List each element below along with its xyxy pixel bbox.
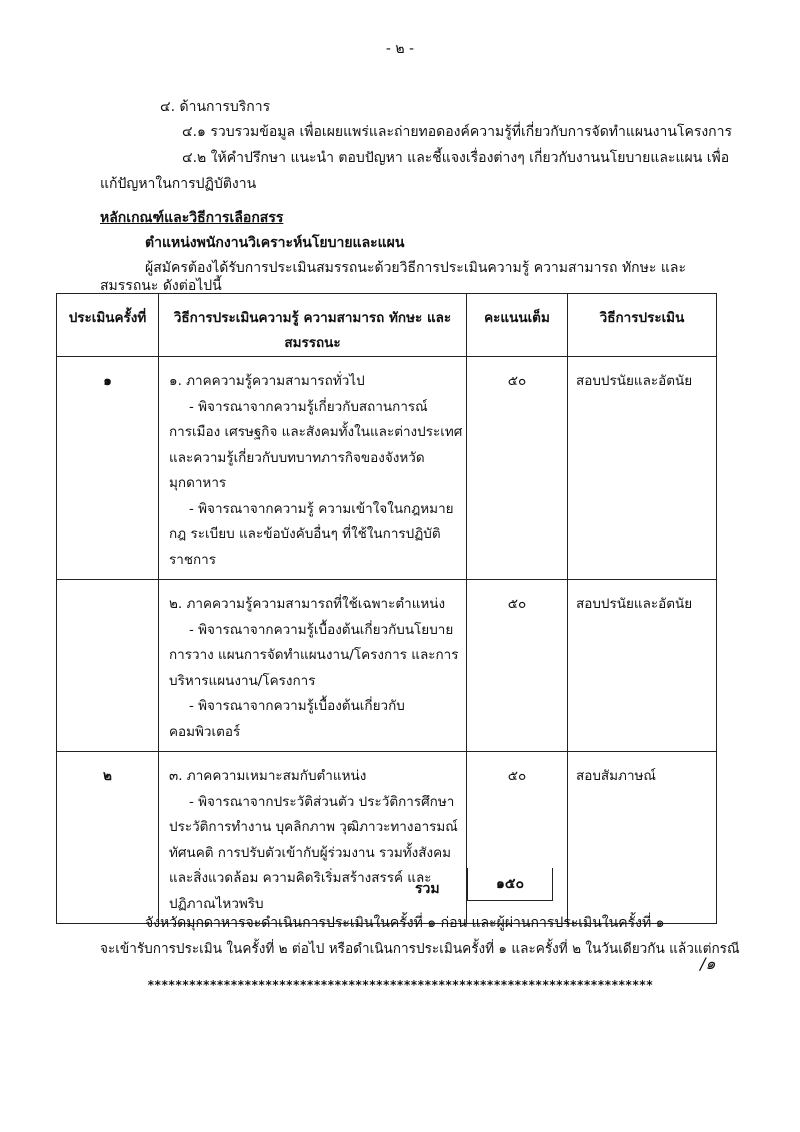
header-approach: วิธีการประเมิน [568,294,717,357]
row2-score: ๕๐ [467,580,568,752]
row1-line: - พิจารณาจากความรู้เกี่ยวกับสถานการณ์ [189,398,428,415]
row2-line: - พิจารณาจากความรู้เบื้องต้นเกี่ยวกับ [189,698,405,714]
row2-title: ๒. ภาคความรู้ความสามารถที่ใช้เฉพาะตำแหน่ง [169,596,446,612]
row2-approach: สอบปรนัยและอัตนัย [568,580,717,752]
row1-line: มุกดาหาร [169,475,227,491]
row3-score: ๕๐ [467,752,568,924]
closing-line2: จะเข้ารับการประเมิน ในครั้งที่ ๒ ต่อไป หรือดำเนินการประเมินครั้งที่ ๑ และครั้งที่ ๒ ในวันเดียวกัน แล้วแต่กรณี [100,941,740,957]
row2-line: บริหารแผนงาน/โครงการ [169,672,316,689]
criteria-intro-line2: สมรรถนะ ดังต่อไปนี้ [100,278,222,294]
row3-line: และสิ่งแวดล้อม ความคิดริเริ่มสร้างสรรค์ และ [169,870,432,886]
row1-line: การเมือง เศรษฐกิจ และสังคมทั้งในและต่างประเทศ [169,424,463,440]
row2-line: - พิจารณาจากความรู้เบื้องต้นเกี่ยวกับนโยบาย [189,621,454,638]
row1-line: กฎ ระเบียบ และข้อบังคับอื่นๆ ที่ใช้ในการปฏิบัติ [169,526,441,542]
table-row [57,752,717,924]
row2-round [57,580,159,752]
page-number: - ๒ - [385,41,415,57]
position-title: ตำแหน่งพนักงานวิเคราะห์นโยบายและแผน [145,235,405,251]
row3-round: ๒ [57,752,159,924]
section4-item2-line2: แก้ปัญหาในการปฏิบัติงาน [100,176,257,192]
row3-line: ทัศนคติ การปรับตัวเข้ากับผู้ร่วมงาน รวมทั้งสังคม [169,844,452,861]
row3-title: ๓. ภาคความเหมาะสมกับตำแหน่ง [169,768,367,784]
assessment-table [56,293,717,924]
header-round: ประเมินครั้งที่ [57,294,159,357]
separator-line: ************************************************************************* [147,978,653,992]
section4-heading: ๔. ด้านการบริการ [160,99,271,115]
header-method-line1: วิธีการประเมินความรู้ ความสามารถ ทักษะ และ [173,310,452,326]
row2-line: คอมพิวเตอร์ [169,723,241,740]
row1-round: ๑ [57,357,159,580]
row1-approach: สอบปรนัยและอัตนัย [568,357,717,580]
row1-line: ราชการ [169,551,216,568]
total-value: ๑๕๐ [467,868,553,901]
row2-method [159,580,467,752]
row1-score: ๕๐ [467,357,568,580]
row2-line: การวาง แผนการจัดทำแผนงาน/โครงการ และการ [169,647,459,663]
total-label: รวม [415,881,440,897]
continuation-mark: /๑ [700,954,716,973]
row1-line: - พิจารณาจากความรู้ ความเข้าใจในกฎหมาย [189,500,454,517]
row1-method [159,357,467,580]
section4-item2-line1: ๔.๒ ให้คำปรึกษา แนะนำ ตอบปัญหา และชี้แจงเรื่องต่างๆ เกี่ยวกับงานนโยบายและแผน เพื่อ [182,150,730,166]
header-method-line2: สมรรถนะ [284,335,341,351]
row3-line: ประวัติการทำงาน บุคลิกภาพ วุฒิภาวะทางอารมณ์ [169,819,458,835]
row1-title: ๑. ภาคความรู้ความสามารถทั่วไป [169,373,365,389]
row1-line: และความรู้เกี่ยวกับบทบาทภารกิจของจังหวัด [169,449,425,466]
closing-line1: จังหวัดมุกดาหารจะดำเนินการประเมินในครั้งที่ ๑ ก่อน และผู้ผ่านการประเมินในครั้งที่ ๑ [145,915,665,931]
header-method [159,294,467,357]
table-row [57,357,717,580]
row3-line: ปฏิภาณไหวพริบ [169,895,264,912]
table-header-row [57,294,717,357]
section4-item1: ๔.๑ รวบรวมข้อมูล เพื่อเผยแพร่และถ่ายทอดองค์ความรู้ที่เกี่ยวกับการจัดทำแผนงานโครงการ [182,124,733,140]
row3-approach: สอบสัมภาษณ์ [568,752,717,924]
criteria-heading: หลักเกณฑ์และวิธีการเลือกสรร [100,210,284,226]
table-row [57,580,717,752]
criteria-intro-line1: ผู้สมัครต้องได้รับการประเมินสมรรถนะด้วยวิธีการประเมินความรู้ ความสามารถ ทักษะ และ [145,260,686,276]
row3-line: - พิจารณาจากประวัติส่วนตัว ประวัติการศึกษา [189,793,455,810]
header-full-score: คะแนนเต็ม [467,294,568,357]
